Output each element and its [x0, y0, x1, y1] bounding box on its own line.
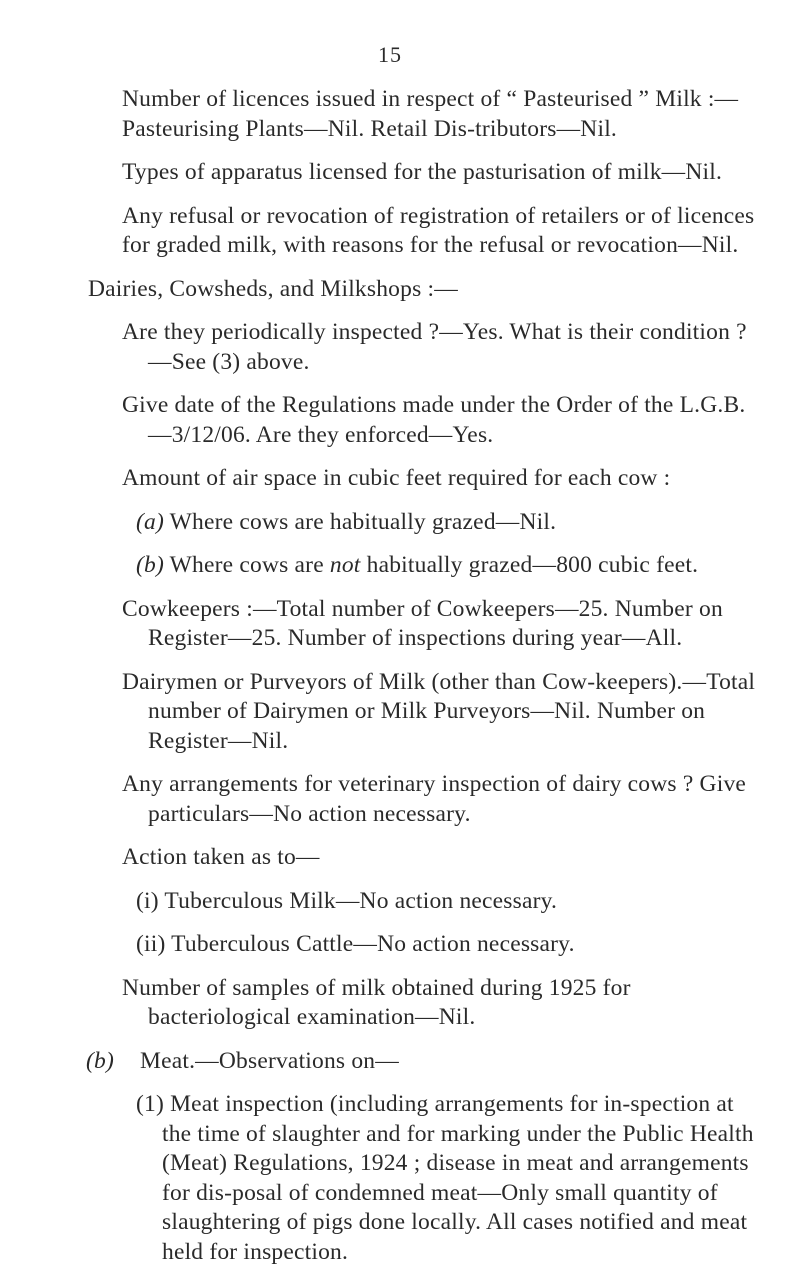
- paragraph-samples: Number of samples of milk obtained during 1925 for bacteriological examination—Nil.: [122, 974, 631, 1030]
- paragraph-periodic-inspection: Are they periodically inspected ?—Yes. What is their condition ?—See (3) above.: [122, 319, 747, 375]
- item-b-not-grazed: [0, 551, 800, 581]
- item-b-emphasis: not: [329, 552, 361, 578]
- item-b-text-start: Where cows are: [169, 552, 324, 578]
- item-a-text: Where cows are habitually grazed—Nil.: [169, 508, 557, 535]
- item-meat-inspection: (1) Meat inspection (including arrangements for in-spection at the time of slaughter and for marking under the Public Health (Meat) Regulations, 1924 ; disease in meat and arrangements for dis-posal of condemned meat—Only small quantity of slaughtering of pigs done locally. All cases notified and meat held for inspection.: [136, 1091, 754, 1265]
- item-a-grazed: [0, 508, 800, 538]
- paragraph-air-space: Amount of air space in cubic feet required for each cow :: [122, 465, 671, 491]
- section-b-text: Meat.—Observations on—: [140, 1047, 399, 1074]
- document-body: [0, 85, 800, 1281]
- item-b-text-end: habitually grazed—800 cubic feet.: [366, 552, 699, 578]
- item-b-label: (b): [136, 552, 165, 578]
- item-tuberculous-milk: (i) Tuberculous Milk—No action necessary.: [136, 887, 558, 914]
- item-tuberculous-cattle: (ii) Tuberculous Cattle—No action necessary.: [136, 931, 575, 957]
- section-heading-meat: [0, 1047, 800, 1077]
- item-a-label: (a): [136, 508, 165, 535]
- paragraph-apparatus: Types of apparatus licensed for the pasturisation of milk—Nil.: [122, 159, 723, 185]
- section-b-label: (b): [86, 1047, 115, 1074]
- paragraph-cowkeepers: Cowkeepers :—Total number of Cowkeepers—25. Number on Register—25. Number of inspections during year—All.: [122, 595, 723, 651]
- page-number: 15: [378, 42, 402, 67]
- paragraph-regulations-date: Give date of the Regulations made under the Order of the L.G.B.—3/12/06. Are they enforced—Yes.: [122, 392, 746, 448]
- paragraph-action-taken: Action taken as to—: [122, 844, 320, 870]
- paragraph-dairymen: Dairymen or Purveyors of Milk (other than Cow-keepers).—Total number of Dairymen or Milk Purveyors—Nil. Number on Register—Nil.: [122, 668, 756, 754]
- section-heading-dairies: Dairies, Cowsheds, and Milkshops :—: [88, 275, 458, 302]
- paragraph-veterinary: Any arrangements for veterinary inspection of dairy cows ? Give particulars—No action necessary.: [122, 771, 747, 827]
- paragraph-refusal-revocation: Any refusal or revocation of registration of retailers or of licences for graded milk, with reasons for the refusal or revocation—Nil.: [122, 202, 755, 258]
- paragraph-pasteurised-licences: Number of licences issued in respect of “ Pasteurised ” Milk :—Pasteurising Plants—Nil. Retail Dis-tributors—Nil.: [122, 86, 739, 142]
